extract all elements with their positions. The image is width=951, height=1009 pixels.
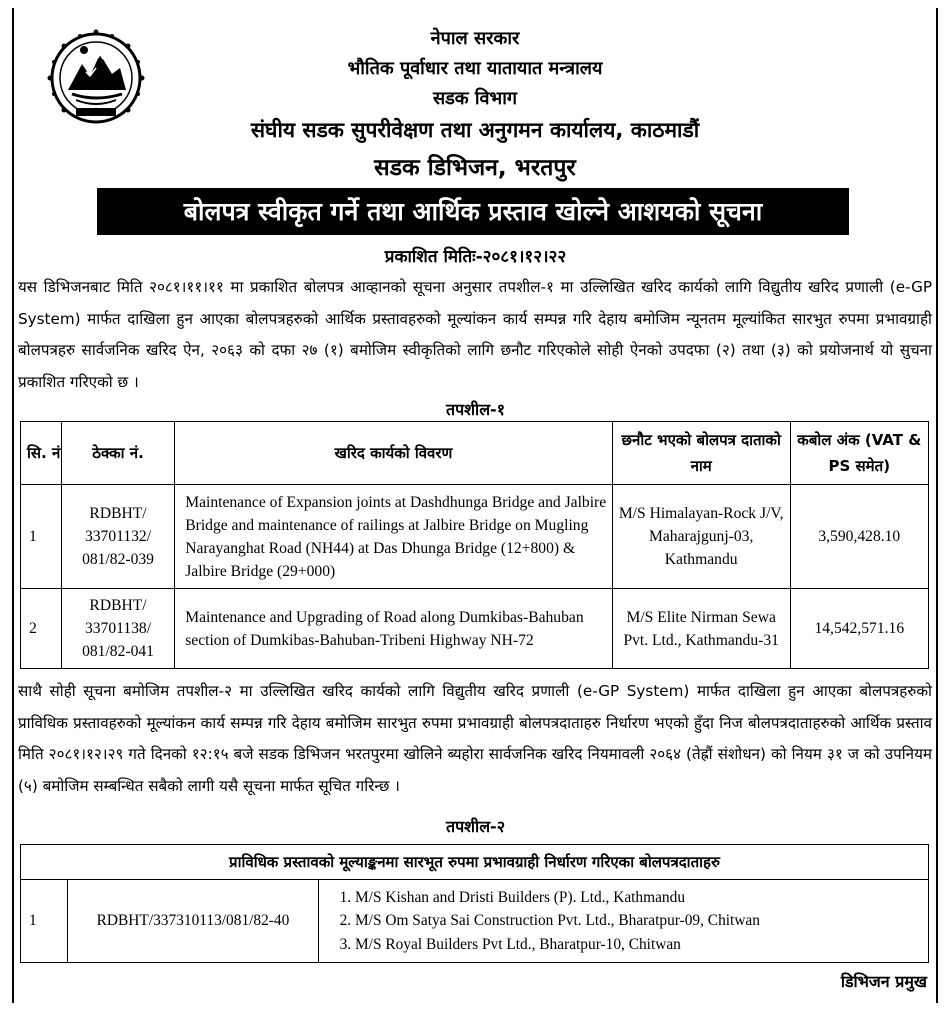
header-amount: कबोल अंक (VAT & PS समेत): [790, 422, 928, 485]
row-description: Maintenance of Expansion joints at Dashdhunga Bridge and Jalbire Bridge and maintenance of railings at Jalbire Bridge on Mugling Narayanghat Road (NH44) at Das Dhunga Bridge (12+800) & Jalbire Bridge (29+000): [175, 485, 613, 589]
list-item: 1. M/S Kishan and Dristi Builders (P). Ltd., Kathmandu: [355, 886, 928, 910]
row-bidder: M/S Elite Nirman Sewa Pvt. Ltd., Kathmandu-31: [612, 589, 790, 669]
govt-name: नेपाल सरकार: [430, 28, 520, 49]
table-row: [21, 485, 929, 589]
header-bidder: छनौट भएको बोलपत्र दाताको नाम: [612, 422, 790, 485]
schedule2-title: तपशील-२: [445, 817, 506, 836]
row-contract: RDBHT/ 33701138/ 081/82-041: [61, 589, 174, 669]
table-header-row: [21, 845, 929, 880]
office-name: संघीय सडक सुपरीवेक्षण तथा अनुगमन कार्यालय, काठमाडौं: [250, 118, 700, 142]
row-sn: 1: [21, 880, 68, 963]
published-date: प्रकाशित मितिः-२०८१।१२।२२: [384, 247, 567, 267]
ministry-name: भौतिक पूर्वाधार तथा यातायात मन्त्रालय: [347, 58, 603, 79]
list-item: 3. M/S Royal Builders Pvt Ltd., Bharatpur-10, Chitwan: [355, 933, 928, 957]
list-item: 2. M/S Om Satya Sai Construction Pvt. Ltd., Bharatpur-09, Chitwan: [355, 909, 928, 933]
row-bidder: M/S Himalayan-Rock J/V, Maharajgunj-03, Kathmandu: [612, 485, 790, 589]
schedule2-table: [20, 844, 929, 963]
notice-title-banner: बोलपत्र स्वीकृत गर्ने तथा आर्थिक प्रस्ताव खोल्ने आशयको सूचना: [97, 188, 849, 235]
division-name: सडक डिभिजन, भरतपुर: [374, 155, 576, 181]
row-sn: 1: [21, 485, 62, 589]
header-sn: सि. नं: [21, 422, 62, 485]
row-contract: RDBHT/337310113/081/82-40: [68, 880, 319, 963]
schedule1-table: [20, 421, 929, 669]
intro-paragraph: यस डिभिजनबाट मिति २०८१।११।११ मा प्रकाशित बोलपत्र आव्हानको सूचना अनुसार तपशील-१ मा उल्लिखित खरिद कार्यको लागि विद्युतीय खरिद प्रणाली (e-GP System) मार्फत दाखिला हुन आएका बोलपत्रहरुको आर्थिक प्रस्तावहरुको मूल्यांकन कार्य सम्पन्न गरि देहाय बमोजिम न्यूनतम मूल्यांकित सारभुत रुपमा प्रभावग्राही बोलपत्रहरु सार्वजनिक खरिद ऐन, २०६३ को दफा २७ (१) बमोजिम स्वीकृतिको लागि छनौट गरिएकोले सोही ऐनको उपदफा (२) तथा (३) को प्रयोजनार्थ यो सुचना प्रकाशित गरिएको छ ।: [18, 278, 932, 391]
table-row: [21, 589, 929, 669]
row-contract: RDBHT/ 33701132/ 081/82-039: [61, 485, 174, 589]
second-paragraph: साथै सोही सूचना बमोजिम तपशील-२ मा उल्लिखित खरिद कार्यको लागि विद्युतीय खरिद प्रणाली (e-GP System) मार्फत दाखिला हुन आएका बोलपत्रहरुको प्राविधिक प्रस्तावहरुको मूल्यांकन कार्य सम्पन्न गरि देहाय बमोजिम सारभुत रुपमा प्रभावग्राही बोलपत्रदाताहरु निर्धारण भएको हुँदा निज बोलपत्रदाताहरुको आर्थिक प्रस्ताव मिति २०८१।१२।२९ गते दिनको १२:१५ बजे सडक डिभिजन भरतपुरमा खोलिने ब्यहोरा सार्वजनिक खरिद नियमावली २०६४ (तेह्रौं संशोधन) को नियम ३१ ज को उपनियम (५) बमोजिम सम्बन्धित सबैको लागी यसै सूचना मार्फत सूचित गरिन्छ ।: [18, 682, 932, 795]
bidder-list: [333, 886, 928, 957]
frame-right-line: [936, 8, 938, 1003]
division-chief-signature: डिभिजन प्रमुख: [840, 972, 927, 991]
table-row: [21, 880, 929, 963]
department-name: सडक विभाग: [432, 88, 517, 109]
row-amount: 14,542,571.16: [790, 589, 928, 669]
row-amount: 3,590,428.10: [790, 485, 928, 589]
table-header-row: [21, 422, 929, 485]
schedule2-header: प्राविधिक प्रस्तावको मूल्याङ्कनमा सारभूत रुपमा प्रभावग्राही निर्धारण गरिएका बोलपत्रदाताहरु: [21, 845, 929, 880]
bidder-list-cell: [319, 880, 929, 963]
header-contract: ठेक्का नं.: [61, 422, 174, 485]
row-description: Maintenance and Upgrading of Road along Dumkibas-Bahuban section of Dumkibas-Bahuban-Tribeni Highway NH-72: [175, 589, 613, 669]
row-sn: 2: [21, 589, 62, 669]
header-description: खरिद कार्यको विवरण: [175, 422, 613, 485]
schedule1-title: तपशील-१: [445, 400, 506, 419]
nepal-emblem-icon: [46, 28, 146, 128]
frame-left-line: [12, 8, 14, 1003]
